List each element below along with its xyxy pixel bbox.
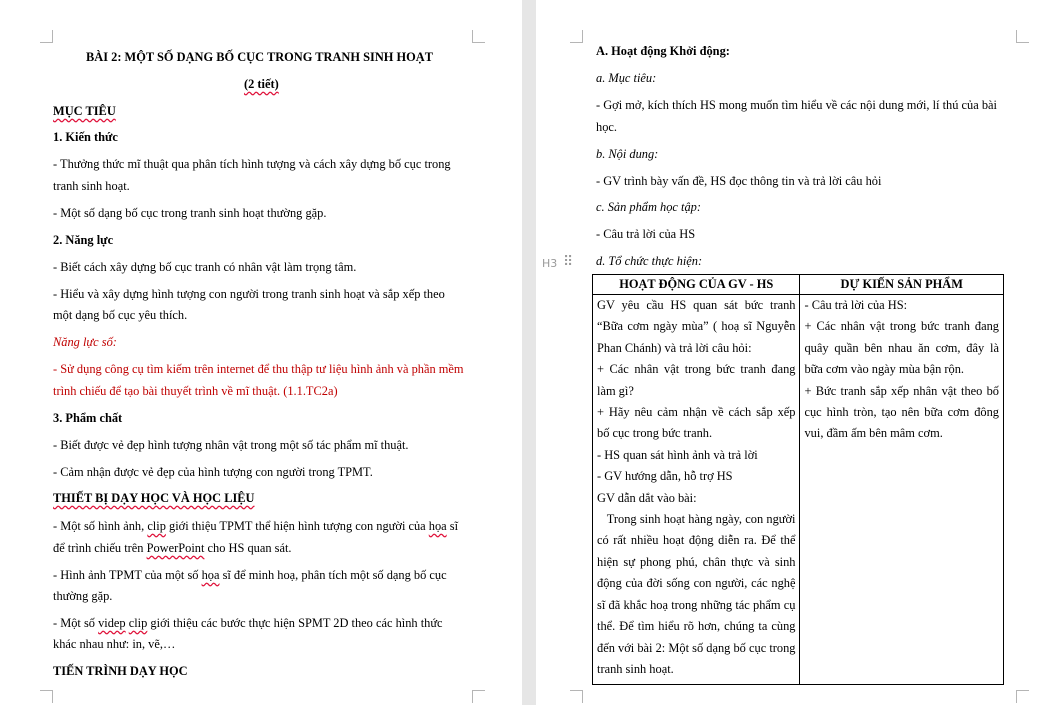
goal-line-1a: - Gợi mở, kích thích HS mong muốn tìm hiểu về các nội dung mới, lí thú của bài <box>596 98 997 112</box>
equipment-1a-hoa: họa <box>428 519 447 533</box>
equipment-1a-mid: giới thiệu TPMT thể hiện hình tượng con người của <box>165 519 429 533</box>
equipment-1a-post: sĩ <box>446 519 459 533</box>
activity-table <box>592 274 1004 685</box>
crop-mark-bottom-left-r <box>570 690 583 703</box>
equipment-1b-post: cho HS quan sát. <box>204 541 292 555</box>
digital-skills-line-1a: - Sử dụng công cụ tìm kiếm trên internet để thu thập tư liệu hình ảnh và phần mềm <box>53 362 464 376</box>
crop-mark-top-left <box>40 30 53 43</box>
product-line-1: - Câu trả lời của HS <box>596 227 696 241</box>
qualities-line-1: - Biết được vẻ đẹp hình tượng nhân vật trong một số tác phẩm mĩ thuật. <box>53 438 409 452</box>
knowledge-line-1b: tranh sinh hoạt. <box>53 179 130 193</box>
digital-skills-heading: Năng lực số: <box>53 335 117 349</box>
content-line-1: - GV trình bày vấn đề, HS đọc thông tin và trả lời câu hỏi <box>596 174 882 188</box>
equipment-line-3b: khác nhau như: in, vẽ,… <box>53 637 176 651</box>
equipment-line-1a <box>53 516 458 537</box>
equipment-2a-hoa: họa <box>201 568 220 582</box>
lesson-title: BÀI 2: MỘT SỐ DẠNG BỐ CỤC TRONG TRANH SINH HOẠT <box>86 50 433 64</box>
equipment-line-3a <box>53 613 443 634</box>
knowledge-line-2: - Một số dạng bố cục trong tranh sinh hoạt thường gặp. <box>53 206 327 220</box>
equipment-3a-clip: clip <box>128 616 148 630</box>
equipment-heading: THIẾT BỊ DẠY HỌC VÀ HỌC LIỆU <box>53 491 255 505</box>
heading-style-marker: H3 <box>542 257 558 270</box>
expected-line: - Câu trả lời của HS: <box>804 298 908 312</box>
objectives-heading: MỤC TIÊU <box>53 104 116 118</box>
table-header-row <box>593 275 1004 295</box>
table-header-expected: DỰ KIẾN SẢN PHẨM <box>800 275 1004 295</box>
teacher-line: - HS quan sát hình ảnh và trả lời <box>597 447 758 462</box>
teacher-line: GV yêu cầu HS quan sát bức tranh “Bữa cơm ngày mùa” ( hoạ sĩ Nguyễn Phan Chánh) và trả lời câu hỏi: <box>597 298 796 355</box>
teacher-line: - GV hướng dẫn, hỗ trợ HS <box>597 469 733 484</box>
equipment-line-1b <box>53 538 292 559</box>
crop-mark-top-left-r <box>570 30 583 43</box>
teacher-line: Trong sinh hoạt hàng ngày, con người có rất nhiều hoạt động diễn ra. Để thể hiện sự phong phú, chân thực và sinh động của đời sống con người, các nghệ sĩ đã khắc hoạ trong những tác phẩm cụ thể. Để tìm hiểu rõ hơn, chúng ta cùng đến với bài 2: Một số dạng bố cục trong tranh sinh hoạt. <box>597 512 799 676</box>
equipment-1b-powerpoint: PowerPoint <box>146 541 205 555</box>
qualities-line-2: - Cảm nhận được vẻ đẹp của hình tượng con người trong TPMT. <box>53 465 373 479</box>
goal-line-1b: học. <box>596 120 617 134</box>
left-document-page <box>0 0 522 705</box>
table-header-teacher: HOẠT ĐỘNG CỦA GV - HS <box>593 275 800 295</box>
knowledge-heading: 1. Kiến thức <box>53 130 118 144</box>
equipment-line-2b: thường gặp. <box>53 589 113 603</box>
knowledge-line-1a: - Thưởng thức mĩ thuật qua phân tích hình tượng và cách xây dựng bố cục trong <box>53 157 451 171</box>
duration-text: (2 tiết) <box>244 77 279 91</box>
right-document-page <box>536 0 1060 705</box>
crop-mark-top-right-r <box>1016 30 1029 43</box>
expected-line: + Bức tranh sắp xếp nhân vật theo bố cục hình tròn, tạo nên bữa cơm đông vui, đầm ấm bên mâm cơm. <box>804 383 999 441</box>
equipment-3a-post: giới thiệu các bước thực hiện SPMT 2D theo các hình thức <box>147 616 443 630</box>
table-row <box>593 295 1004 685</box>
expected-line: + Các nhân vật trong bức tranh đang quây quần bên nhau ăn cơm, đây là bữa cơm vào ngày mùa bận rộn. <box>804 319 999 377</box>
process-heading: TIẾN TRÌNH DẠY HỌC <box>53 664 188 678</box>
crop-mark-bottom-right <box>472 690 485 703</box>
skills-line-2b: một dạng bố cục yêu thích. <box>53 308 188 322</box>
teacher-line: + Các nhân vật trong bức tranh đang làm gì? <box>597 362 796 398</box>
equipment-2a-pre: - Hình ảnh TPMT của một số <box>53 568 202 582</box>
teacher-activity-cell <box>593 295 800 685</box>
crop-mark-top-right <box>472 30 485 43</box>
equipment-1a-clip: clip <box>147 519 166 533</box>
equipment-1b-pre: để trình chiếu trên <box>53 541 147 555</box>
drag-handle-icon[interactable]: ⠿ <box>563 254 572 270</box>
equipment-3a-videp: videp <box>98 616 126 630</box>
equipment-3a-pre: - Một số <box>53 616 99 630</box>
skills-line-2a: - Hiểu và xây dựng hình tượng con người trong tranh sinh hoạt và sắp xếp theo <box>53 287 445 301</box>
qualities-heading: 3. Phẩm chất <box>53 411 123 425</box>
skills-line-1: - Biết cách xây dựng bố cục tranh có nhân vật làm trọng tâm. <box>53 260 357 274</box>
crop-mark-bottom-left <box>40 690 53 703</box>
lesson-duration <box>244 74 279 95</box>
teacher-line: + Hãy nêu cảm nhận về cách sắp xếp bố cục trong bức tranh. <box>597 405 796 441</box>
equipment-1a-pre: - Một số hình ảnh, <box>53 519 148 533</box>
activity-heading: A. Hoạt động Khởi động: <box>596 44 730 58</box>
expected-product-cell <box>800 295 1004 685</box>
organize-label: d. Tổ chức thực hiện: <box>596 254 703 268</box>
teacher-line: GV dẫn dắt vào bài: <box>597 490 697 505</box>
product-label: c. Sản phẩm học tập: <box>596 200 701 214</box>
goal-label: a. Mục tiêu: <box>596 71 657 85</box>
crop-mark-bottom-right-r <box>1016 690 1029 703</box>
equipment-line-2a <box>53 565 447 586</box>
equipment-2a-post: sĩ để minh hoạ, phân tích một số dạng bố cục <box>219 568 447 582</box>
content-label: b. Nội dung: <box>596 147 659 161</box>
skills-heading: 2. Năng lực <box>53 233 114 247</box>
digital-skills-line-1b: trình chiếu để tạo bài thuyết trình về mĩ thuật. (1.1.TC2a) <box>53 384 338 398</box>
